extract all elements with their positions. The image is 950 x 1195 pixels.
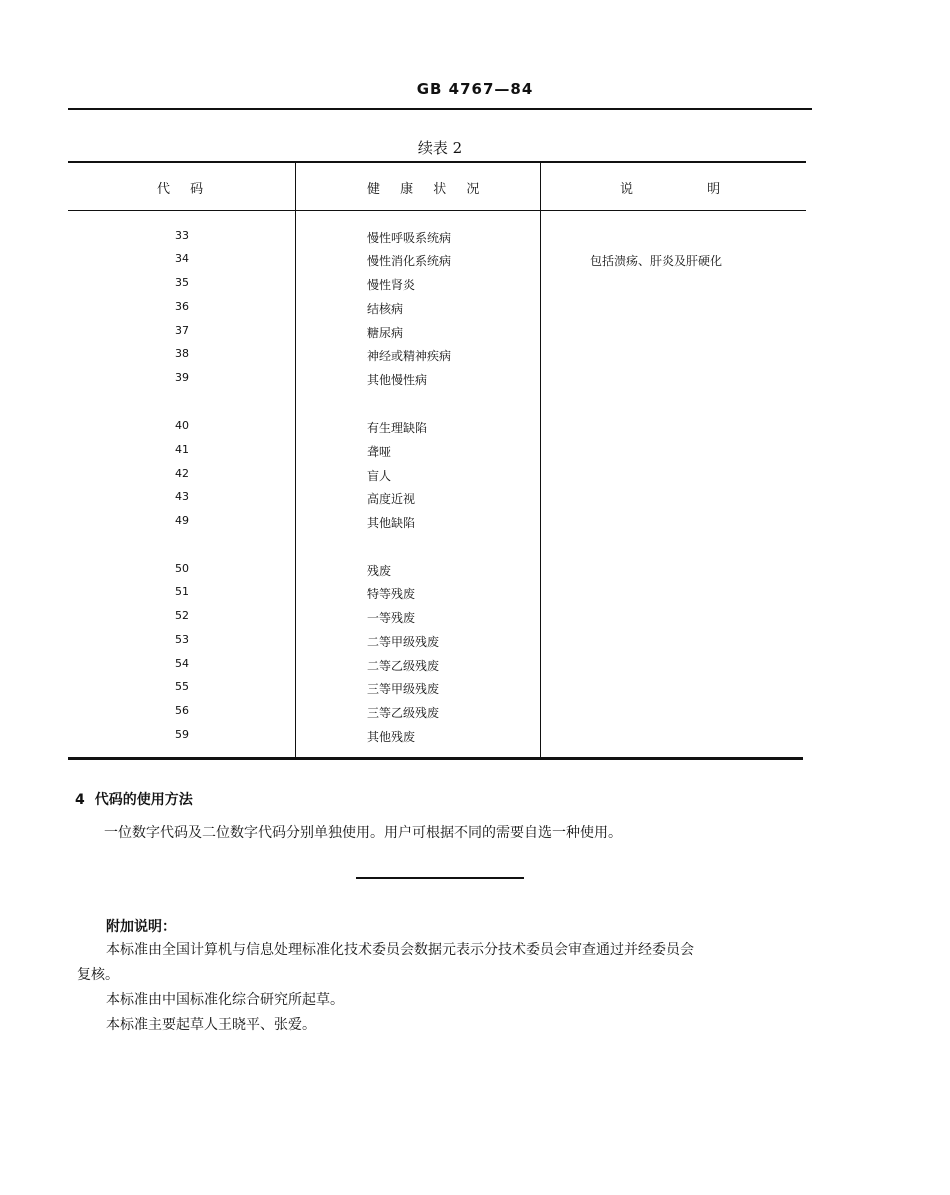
section-4-number: 4 — [75, 792, 85, 808]
appendix-line: 本标准由中国标准化综合研究所起草。 — [106, 992, 344, 1008]
table-row — [0, 252, 950, 274]
row-status: 慢性消化系统病 — [367, 254, 452, 268]
row-code: 34 — [175, 252, 189, 265]
appendix-line: 复核。 — [77, 967, 119, 983]
row-status: 二等乙级残废 — [367, 659, 440, 673]
appendix-heading: 附加说明： — [106, 919, 176, 935]
row-code: 41 — [175, 443, 189, 456]
table-row — [0, 347, 950, 369]
table-row — [0, 633, 950, 655]
row-status: 糖尿病 — [367, 326, 404, 340]
row-status: 其他残废 — [367, 730, 416, 744]
row-code: 33 — [175, 229, 189, 242]
row-code: 56 — [175, 704, 189, 717]
section-4-heading — [75, 789, 193, 809]
table-row — [0, 490, 950, 512]
table-row — [0, 371, 950, 393]
appendix-line: 本标准主要起草人王晓平、张爱。 — [106, 1017, 316, 1033]
row-code: 52 — [175, 609, 189, 622]
table-row — [0, 585, 950, 607]
row-code: 49 — [175, 514, 189, 527]
table-caption: 续表 2 — [417, 139, 463, 157]
row-code: 36 — [175, 300, 189, 313]
table-row — [0, 467, 950, 489]
table-header-rule — [68, 210, 806, 211]
table-top-rule — [68, 161, 806, 163]
row-code: 35 — [175, 276, 189, 289]
column-header-code: 代 码 — [157, 182, 212, 197]
table-row — [0, 514, 950, 536]
row-code: 55 — [175, 680, 189, 693]
table-row — [0, 229, 950, 251]
table-bottom-rule — [68, 757, 803, 760]
table-row — [0, 300, 950, 322]
row-status: 慢性肾炎 — [367, 278, 416, 292]
row-code: 38 — [175, 347, 189, 360]
column-header-health-status: 健 康 状 况 — [367, 182, 488, 197]
row-code: 59 — [175, 728, 189, 741]
section-4-title: 代码的使用方法 — [94, 792, 193, 808]
column-header-notes — [620, 178, 720, 197]
end-separator — [356, 877, 524, 879]
row-code: 37 — [175, 324, 189, 337]
row-status: 一等残废 — [367, 611, 416, 625]
row-code: 51 — [175, 585, 189, 598]
appendix-line: 本标准由全国计算机与信息处理标准化技术委员会数据元表示分技术委员会审查通过并经委员会 — [106, 942, 694, 958]
table-row — [0, 728, 950, 750]
row-status: 特等残废 — [367, 587, 416, 601]
row-status: 慢性呼吸系统病 — [367, 231, 452, 245]
row-status: 其他慢性病 — [367, 373, 428, 387]
row-status: 结核病 — [367, 302, 404, 316]
row-status: 三等甲级残废 — [367, 682, 440, 696]
row-status: 有生理缺陷 — [367, 421, 428, 435]
row-status: 神经或精神疾病 — [367, 349, 452, 363]
row-status: 残废 — [367, 564, 392, 578]
row-code: 53 — [175, 633, 189, 646]
row-code: 43 — [175, 490, 189, 503]
table-row — [0, 324, 950, 346]
table-row — [0, 443, 950, 465]
row-code: 40 — [175, 419, 189, 432]
section-4-text: 一位数字代码及二位数字代码分别单独使用。用户可根据不同的需要自选一种使用。 — [104, 825, 622, 841]
row-code: 50 — [175, 562, 189, 575]
row-code: 39 — [175, 371, 189, 384]
table-row — [0, 562, 950, 584]
table-row — [0, 609, 950, 631]
table-row — [0, 657, 950, 679]
row-status: 二等甲级残废 — [367, 635, 440, 649]
table-row — [0, 276, 950, 298]
row-status: 盲人 — [367, 469, 392, 483]
table-row — [0, 419, 950, 441]
row-status: 聋哑 — [367, 445, 392, 459]
row-note: 包括溃疡、肝炎及肝硬化 — [590, 254, 723, 268]
row-code: 54 — [175, 657, 189, 670]
row-status: 高度近视 — [367, 492, 416, 506]
row-code: 42 — [175, 467, 189, 480]
header-rule — [68, 108, 812, 110]
standard-number: GB 4767—84 — [416, 80, 534, 98]
column-header-notes-label: 说 明 — [620, 182, 721, 197]
table-row — [0, 680, 950, 702]
row-status: 三等乙级残废 — [367, 706, 440, 720]
table-row — [0, 704, 950, 726]
row-status: 其他缺陷 — [367, 516, 416, 530]
